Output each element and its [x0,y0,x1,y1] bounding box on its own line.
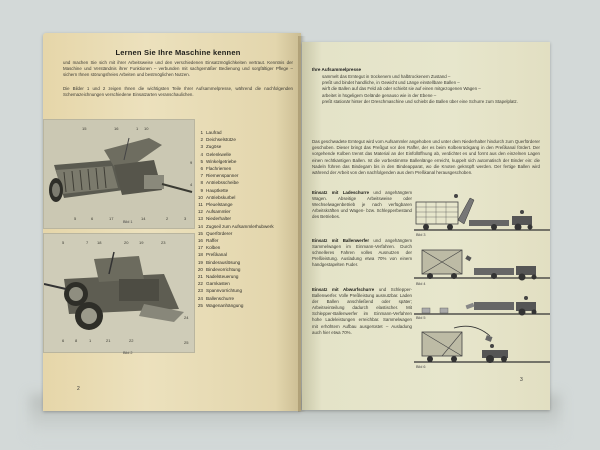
svg-text:16: 16 [114,126,119,131]
legend-item: 8 Antriebsscheibe [200,180,239,186]
feature-list [322,74,537,105]
legend-item: 7 Riemenspanner [200,173,239,179]
figure-2-caption: Bild 2 [123,351,133,355]
svg-text:18: 18 [97,240,102,245]
section-heading: Ihre Aufsammelpresse [312,67,362,72]
legend-item: 3 Zugöse [200,144,222,150]
diagram-bild-5 [414,292,550,322]
parts-legend [193,129,298,309]
legend-item: 19 Binderauslösung [197,259,241,265]
diagram-caption: Bild 4 [416,282,426,286]
left-page [43,33,301,411]
bale-thrower-diagram [414,242,550,292]
section-abwurfschurre: Einsatz mit Abwurfschurre und Schlepper-Ballenwerfer. Volle Preßleistung ausnutzbar. Laden der Ballen anschließend oder später; Arbeitseinteilung dadurch elastischer. Mit Schlepper-Ballenwerfer im Einmann-Verfahren hohe Ladeleistungen erreichbar. Sammelwagen mit erhöhtem Aufbau ausgerüstet – Ausladung auch hier etwa 70%. [312,287,412,335]
legend-item: 10 Antriebskurbel [197,194,236,200]
legend-item: 11 Pleuelstange [198,202,233,208]
svg-text:21: 21 [106,338,111,343]
figure-2-photo [43,233,195,353]
legend-item: 5 Winkelgetriebe [200,158,237,164]
page-title: Lernen Sie Ihre Maschine kennen [115,48,241,57]
feature-item: preßt und bindet handliche, in Gewicht und Länge einstellbare Ballen – [322,80,460,86]
svg-text:6: 6 [91,216,94,221]
legend-item: 18 Preßkanal [197,252,227,258]
svg-text:15: 15 [82,126,87,131]
svg-text:17: 17 [109,216,114,221]
legend-item: 22 Garnkasten [197,281,230,287]
legend-item: 24 Ballenschurre [197,295,235,301]
svg-text:14: 14 [141,216,146,221]
svg-text:25: 25 [184,340,189,345]
svg-text:10: 10 [144,126,149,131]
section-ballenwerfer: Einsatz mit Ballenwerfer und angehängtem Sammelwagen im Einmann-Verfahren. Durch schnelleres Fahren volles Ausnutzen der Preßleistung. Ausladung etwa 70% von einem handgestapelten Fuder. [312,238,412,268]
svg-text:22: 22 [129,338,134,343]
legend-item: 21 Nadelsteuerung [197,274,239,280]
right-page [302,42,550,410]
diagram-bild-4 [414,242,550,292]
loading-chute-diagram [414,190,550,242]
baler-photo-2 [44,234,194,352]
legend-item: 14 Zugseil zum Aufsammlerhubwerk [197,223,274,229]
legend-item: 25 Wagenanhängung [197,302,244,308]
svg-text:4: 4 [190,182,193,187]
legend-item: 13 Niederhalter [197,216,232,222]
feature-item: sammelt das Erntegut in trockenem und halbtrockenem Zustand – [322,74,451,79]
legend-item: 6 Flachriemen [200,166,232,172]
feature-item: arbeitet in hügeligem Gelände genauso wie in der Ebene – [322,92,437,98]
legend-item: 15 Querförderer [197,230,233,236]
svg-text:8: 8 [75,338,78,343]
tractor-bale-loader-diagram [414,324,550,374]
svg-text:2: 2 [166,216,169,221]
svg-text:1: 1 [136,126,139,131]
diagram-caption: Bild 6 [416,365,426,369]
svg-text:5: 5 [62,240,65,245]
figure-1-caption: Bild 1 [123,220,133,224]
diagram-caption: Bild 3 [416,233,426,237]
page-number: 2 [77,386,80,392]
page-number: 3 [520,377,523,383]
legend-item: 23 Spannvorrichtung [197,288,243,294]
section-ladeschurre: Einsatz mit Ladeschurre und angehängtem Wagen. Abseitige Arbeitsweise oder Wechselwagenbetrieb je nach verfügbaren Arbeitskräften und Wagen- bzw. Schlepperbestand des Betriebes. [312,190,412,220]
legend-item: 1 Laufrad [200,130,222,135]
baler-photo-1 [44,120,194,228]
drop-chute-diagram [414,292,550,322]
diagram-caption: Bild 5 [416,316,426,320]
figure-1-photo [43,119,195,229]
svg-text:23: 23 [161,240,166,245]
feature-item: preßt stationär hinter der Dreschmaschine und schiebt die Ballen über eine Schurre zum Stapelplatz. [322,98,518,104]
legend-item: 17 Kolben [197,245,221,251]
legend-item: 20 Bindevorrichtung [197,266,241,272]
svg-text:6: 6 [62,338,65,343]
legend-item: 2 Deichselstütze [200,137,236,143]
svg-text:3: 3 [184,216,187,221]
feature-item: wirft die Ballen auf das Feld ab oder schiebt sie auf einen mitgezogenen Wagen – [322,86,481,92]
svg-text:19: 19 [139,240,144,245]
svg-text:5: 5 [74,216,77,221]
legend-item: 16 Raffer [197,238,219,244]
diagram-bild-3 [414,190,550,242]
intro-paragraph-2: Die Bilder 1 und 2 zeigen Ihnen die wichtigsten Teile Ihrer Aufsammelpresse, während die nachfolgenden Schemazeichnungen verschiedene Einsatzarten veranschaulichen. [63,86,293,97]
intro-paragraph: und machen Sie sich mit ihrer Arbeitsweise und den verschiedenen Einsatzmöglichkeiten vertraut. Kenntnis der Maschine und Verständnis ihrer Funktionen – verbunden mit sachgemäßer Bedienung und sorgfältiger Pflege – sichern Ihnen störungsfreies Arbeiten und bestmöglichen Nutzen. [63,60,293,77]
legend-item: 4 Gelenkwelle [200,151,232,157]
description-paragraph: Das geschwadete Erntegut wird vom Aufsammler angehoben und unter dem Niederhalter hindurch zum Querförderer geschoben. Dieser bringt das Preßgut vor den Raffer, der es beim Kolbenrückgang in den Preßkanal fördert. Der vorgehende Kolben trennt das Material an der Einfüllöffnung ab, verdichtet es und formt aus den einzelnen Lagen einen rechtkantigen Ballen. Ist die vorbestimmte Ballenlänge erreicht, kuppelt sich automatisch der Binder ein: die Nadeln führen das Bindegarn bis in den Bindeapparat, wo die Knoten geknüpft werden. Der fertige Ballen wird während der Arbeit von den nachfolgenden aus dem Preßkanal herausgeschoben. [312,139,540,176]
svg-text:7: 7 [86,240,89,245]
legend-item: 12 Aufsammler [197,209,231,215]
svg-text:9: 9 [190,160,193,165]
svg-text:1: 1 [89,338,92,343]
svg-text:24: 24 [184,315,189,320]
legend-item: 9 Hauptkette [200,187,229,193]
svg-text:20: 20 [124,240,129,245]
diagram-bild-6 [414,324,550,374]
